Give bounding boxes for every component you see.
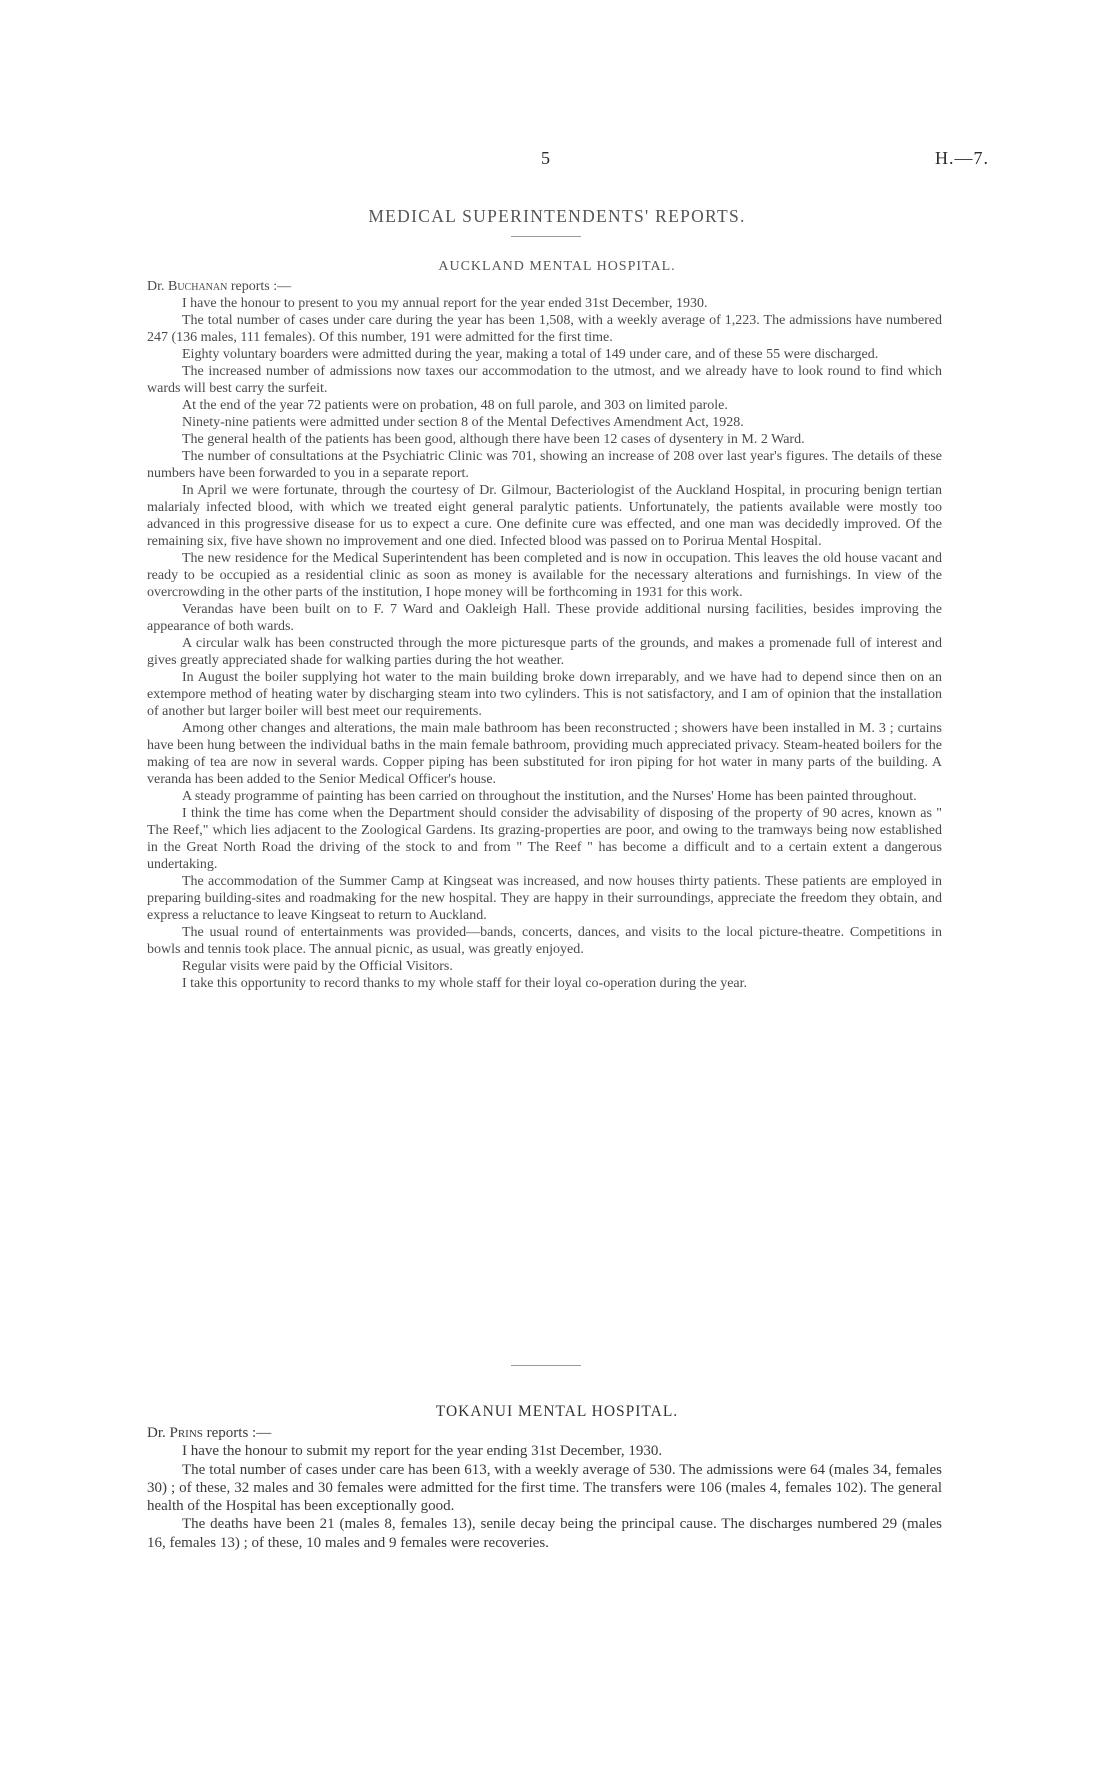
section-title-tokanui: TOKANUI MENTAL HOSPITAL. <box>435 1403 679 1420</box>
paragraph: The number of consultations at the Psychiatric Clinic was 701, showing an increase of 208 over last year's figures. The details of these numbers have been forwarded to you in a separate report. <box>147 449 942 481</box>
paragraph: In August the boiler supplying hot water to the main building broke down irreparably, and we have had to depend since then on an extempore method of heating water by discharging steam into two cylinders. This is not satisfactory, and I am of opinion that the installation of another but larger boiler will best meet our requirements. <box>147 670 942 719</box>
paragraph: The new residence for the Medical Superintendent has been completed and is now in occupation. This leaves the old house vacant and ready to be occupied as a residential clinic as soon as money is available for the necessary alterations and furnishings. In view of the overcrowding in the other parts of the institution, I hope money will be forthcoming in 1931 for this work. <box>147 551 942 600</box>
page-title: MEDICAL SUPERINTENDENTS' REPORTS. <box>368 206 746 226</box>
paragraph: The increased number of admissions now taxes our accommodation to the utmost, and we already have to look round to find which wards will best carry the surfeit. <box>147 364 942 396</box>
paragraph: I have the honour to submit my report for the year ending 31st December, 1930. <box>182 1443 663 1460</box>
paragraph: The total number of cases under care during the year has been 1,508, with a weekly average of 1,223. The admissions have numbered 247 (136 males, 111 females). Of this number, 191 were admitted for the first time. <box>147 313 942 345</box>
paragraph: The general health of the patients has been good, although there have been 12 cases of dysentery in M. 2 Ward. <box>182 432 805 447</box>
paragraph: The deaths have been 21 (males 8, females 13), senile decay being the principal cause. The discharges numbered 29 (males 16, females 13) ; of these, 10 males and 9 females were recoveries. <box>147 1516 942 1551</box>
paragraph: Verandas have been built on to F. 7 Ward and Oakleigh Hall. These provide additional nursing facilities, besides improving the appearance of both wards. <box>147 602 942 634</box>
page-number: 5 <box>541 148 550 168</box>
paragraph: I have the honour to present to you my annual report for the year ended 31st December, 1930. <box>182 296 708 311</box>
paragraph: A steady programme of painting has been carried on throughout the institution, and the Nurses' Home has been painted throughout. <box>182 789 917 804</box>
paragraph: Eighty voluntary boarders were admitted during the year, making a total of 149 under care, and of these 55 were discharged. <box>182 347 879 362</box>
reporter-line: Dr. Buchanan reports :— <box>147 279 292 294</box>
reporter-line: Dr. Prins reports :— <box>147 1425 272 1441</box>
title-divider <box>511 236 581 237</box>
paragraph: In April we were fortunate, through the courtesy of Dr. Gilmour, Bacteriologist of the Auckland Hospital, in procuring benign tertian malarialy infected blood, with which we treated eight general paralytic patients. Unfortunately, the patients available were mostly too advanced in this progressive disease for us to expect a cure. One definite cure was effected, and one man was decidedly improved. Of the remaining six, five have shown no improvement and one died. Infected blood was passed on to Porirua Mental Hospital. <box>147 483 942 549</box>
reporter-name: Buchanan <box>168 279 228 294</box>
section-body-tokanui <box>147 1424 942 1552</box>
paragraph: I think the time has come when the Department should consider the advisability of disposing of the property of 90 acres, known as " The Reef," which lies adjacent to the Zoological Gardens. Its grazing-properties are poor, and owing to the tramways being now established in the Great North Road the driving of the stock to and from " The Reef " has become a difficult and to a certain extent a dangerous undertaking. <box>147 806 942 872</box>
paragraph: Ninety-nine patients were admitted under section 8 of the Mental Defectives Amendment Act, 1928. <box>182 415 744 430</box>
paragraph: The total number of cases under care has been 613, with a weekly average of 530. The admissions were 64 (males 34, females 30) ; of these, 32 males and 30 females were admitted for the first time. The transfers were 106 (males 4, females 102). The general health of the Hospital has been exceptionally good. <box>147 1461 942 1515</box>
paragraph: At the end of the year 72 patients were on probation, 48 on full parole, and 303 on limited parole. <box>182 398 728 413</box>
paragraph: Regular visits were paid by the Official Visitors. <box>182 959 453 974</box>
section-body-auckland <box>147 278 942 992</box>
paragraph: The usual round of entertainments was provided—bands, concerts, dances, and visits to the local picture-theatre. Competitions in bowls and tennis took place. The annual picnic, as usual, was greatly enjoyed. <box>147 925 942 957</box>
reporter-name: Prins <box>169 1425 203 1441</box>
document-reference: H.—7. <box>935 148 989 168</box>
paragraph: The accommodation of the Summer Camp at Kingseat was increased, and now houses thirty patients. These patients are employed in preparing building-sites and roadmaking for the new hospital. They are happy in their surroundings, appreciate the freedom they obtain, and express a reluctance to leave Kingseat to return to Auckland. <box>147 874 942 923</box>
page-header <box>0 148 1114 172</box>
section-divider <box>511 1365 581 1366</box>
paragraph: I take this opportunity to record thanks to my whole staff for their loyal co-operation during the year. <box>182 976 748 991</box>
section-title-auckland: AUCKLAND MENTAL HOSPITAL. <box>438 259 676 274</box>
paragraph: Among other changes and alterations, the main male bathroom has been reconstructed ; showers have been installed in M. 3 ; curtains have been hung between the individual baths in the main female bathroom, providing much appreciated privacy. Steam-heated boilers for the making of tea are now in several wards. Copper piping has been substituted for iron piping for hot water in many parts of the building. A veranda has been added to the Senior Medical Officer's house. <box>147 721 942 787</box>
paragraph: A circular walk has been constructed through the more picturesque parts of the grounds, and makes a promenade full of interest and gives greatly appreciated shade for walking parties during the hot weather. <box>147 636 942 668</box>
